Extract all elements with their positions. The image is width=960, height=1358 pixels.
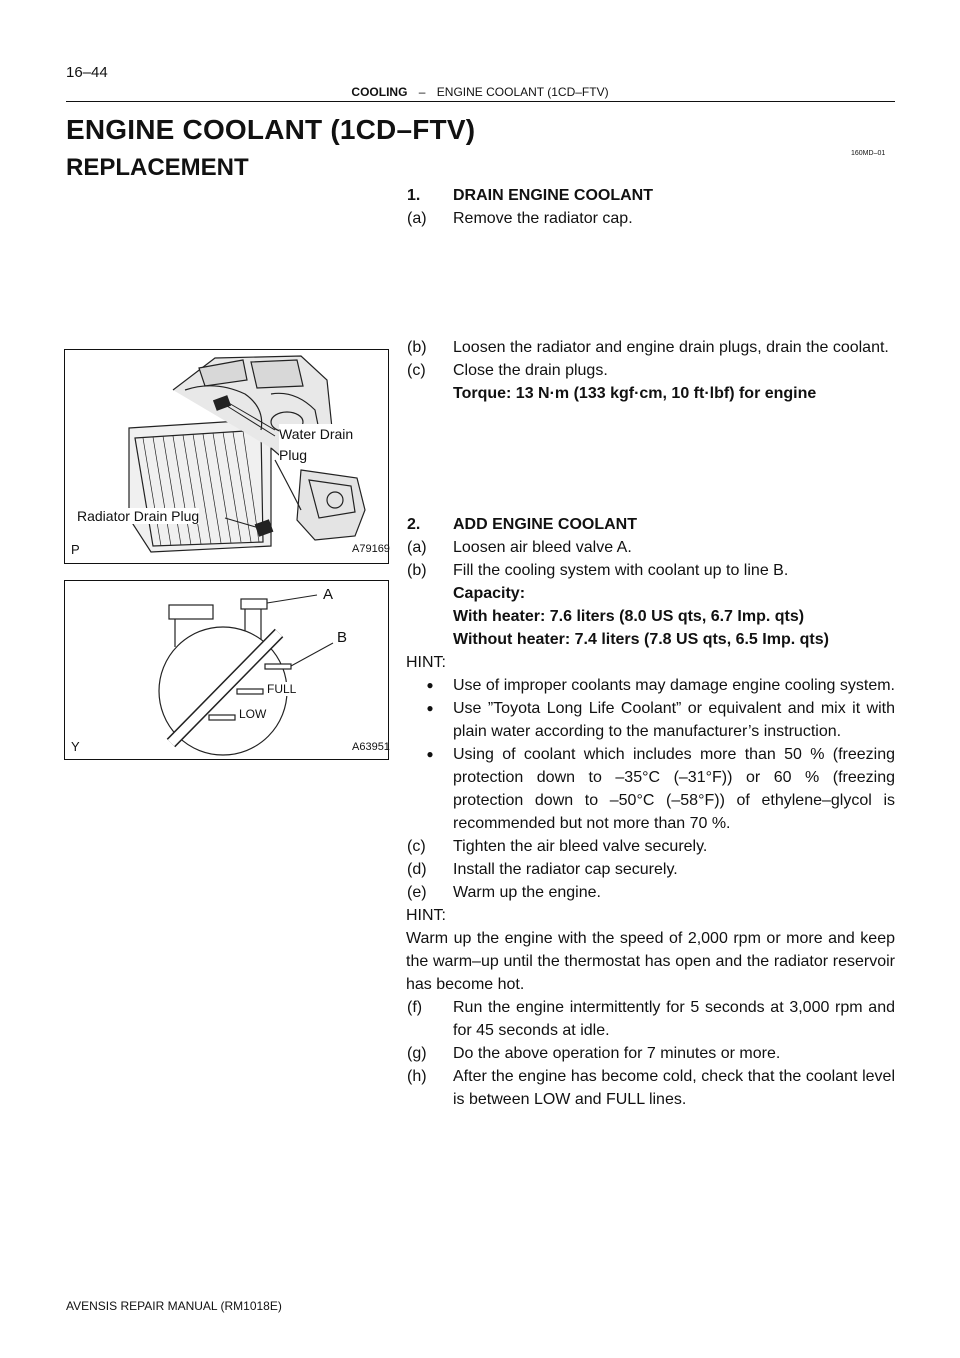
substep-text: Tighten the air bleed valve securely. — [453, 838, 708, 855]
running-header-separator: – — [418, 85, 426, 99]
step-1 — [407, 184, 895, 207]
substep-number: (a) — [407, 210, 427, 227]
figure-reservoir-lines — [64, 580, 389, 760]
footer: AVENSIS REPAIR MANUAL (RM1018E) — [66, 1299, 282, 1313]
page-title: ENGINE COOLANT (1CD–FTV) — [66, 114, 476, 145]
step-2c — [407, 835, 895, 858]
substep-text: Loosen the radiator and engine drain plugs, drain the coolant. — [453, 339, 889, 356]
substep-number: (f) — [407, 999, 423, 1016]
bullet-icon: ● — [426, 747, 434, 761]
label-water-drain-line2: Plug — [279, 447, 308, 463]
substep-text: After the engine has become cold, check that the coolant level is between LOW and FULL lines. — [453, 1068, 895, 1108]
reservoir-illustration — [65, 581, 388, 759]
step-number: 1. — [407, 187, 421, 204]
step-number: 2. — [407, 516, 421, 533]
step-2g — [407, 1042, 895, 1065]
capacity-with-heater: With heater: 7.6 liters (8.0 US qts, 6.7 Imp. qts) — [453, 608, 805, 625]
bullet-icon: ● — [426, 678, 434, 692]
figure-id: A63951 — [352, 741, 390, 753]
capacity-without-heater: Without heater: 7.4 liters (7.8 US qts, 6.5 Imp. qts) — [453, 631, 829, 648]
figure-corner-letter: Y — [71, 739, 80, 754]
step-1a — [407, 207, 895, 230]
substep-text: Close the drain plugs. — [453, 362, 608, 379]
substep-text: Install the radiator cap securely. — [453, 861, 678, 878]
step-2e — [407, 881, 895, 904]
label-b: B — [337, 629, 348, 646]
step-2f — [407, 996, 895, 1042]
bullet-icon: ● — [426, 701, 434, 715]
running-header-section: COOLING — [351, 85, 408, 99]
label-low: LOW — [239, 707, 267, 721]
substep-number: (c) — [407, 838, 426, 855]
substep-number: (b) — [407, 562, 427, 579]
step-1c — [407, 359, 895, 382]
label-water-drain-line1: Water Drain — [279, 426, 354, 442]
substep-text: Remove the radiator cap. — [453, 210, 633, 227]
hint-text: Warm up the engine with the speed of 2,000 rpm or more and keep the warm–up until the thermostat has open and the radiator reservoir has become hot. — [406, 930, 895, 993]
torque-spec: Torque: 13 N·m (133 kgf·cm, 10 ft·lbf) for engine — [453, 385, 817, 402]
document-code: 160MD–01 — [851, 150, 886, 157]
label-a: A — [323, 586, 334, 603]
substep-text: Do the above operation for 7 minutes or more. — [453, 1045, 781, 1062]
running-header — [0, 85, 960, 99]
hint-bullet — [407, 674, 895, 697]
substep-number: (e) — [407, 884, 427, 901]
figure-id: A79169 — [352, 543, 390, 555]
substep-text: Warm up the engine. — [453, 884, 601, 901]
bullet-text: Use of improper coolants may damage engine cooling system. — [453, 677, 895, 694]
label-water-drain-plug — [279, 424, 353, 466]
bullet-text: Use ”Toyota Long Life Coolant” or equivalent and mix it with plain water according to the manufacturer’s instruction. — [453, 700, 895, 740]
step-2b — [407, 559, 895, 582]
step-title: ADD ENGINE COOLANT — [453, 516, 637, 533]
hint-label: HINT: — [406, 654, 446, 671]
header-rule — [66, 101, 895, 102]
substep-number: (d) — [407, 861, 427, 878]
hint-bullet — [407, 697, 895, 743]
step-2a — [407, 536, 895, 559]
step-2 — [407, 513, 895, 536]
running-header-subsection: ENGINE COOLANT (1CD–FTV) — [436, 85, 609, 99]
step-2d — [407, 858, 895, 881]
substep-text: Fill the cooling system with coolant up to line B. — [453, 562, 789, 579]
capacity-label: Capacity: — [453, 585, 526, 602]
substep-number: (b) — [407, 339, 427, 356]
substep-number: (c) — [407, 362, 426, 379]
page-number: 16–44 — [66, 64, 108, 81]
hint-label: HINT: — [406, 907, 446, 924]
bullet-text: Using of coolant which includes more than 50 % (freezing protection down to –35°C (–31°F)) or 60 % (freezing protection down to –50°C (–58°F)) of ethylene–glycol is recommended but not more than 70 %. — [453, 746, 895, 832]
substep-number: (a) — [407, 539, 427, 556]
figure-drain-plugs — [64, 349, 389, 564]
step-2h — [407, 1065, 895, 1111]
label-full: FULL — [267, 682, 297, 696]
substep-text: Run the engine intermittently for 5 seconds at 3,000 rpm and for 45 seconds at idle. — [453, 999, 895, 1039]
substep-number: (h) — [407, 1068, 427, 1085]
label-radiator-drain-plug: Radiator Drain Plug — [77, 508, 200, 524]
section-title: REPLACEMENT — [66, 154, 249, 181]
figure-corner-letter: P — [71, 542, 80, 557]
step-title: DRAIN ENGINE COOLANT — [453, 187, 653, 204]
substep-text: Loosen air bleed valve A. — [453, 539, 632, 556]
procedure-text — [407, 184, 895, 1111]
hint-bullet — [407, 743, 895, 835]
substep-number: (g) — [407, 1045, 427, 1062]
step-1b — [407, 336, 895, 359]
